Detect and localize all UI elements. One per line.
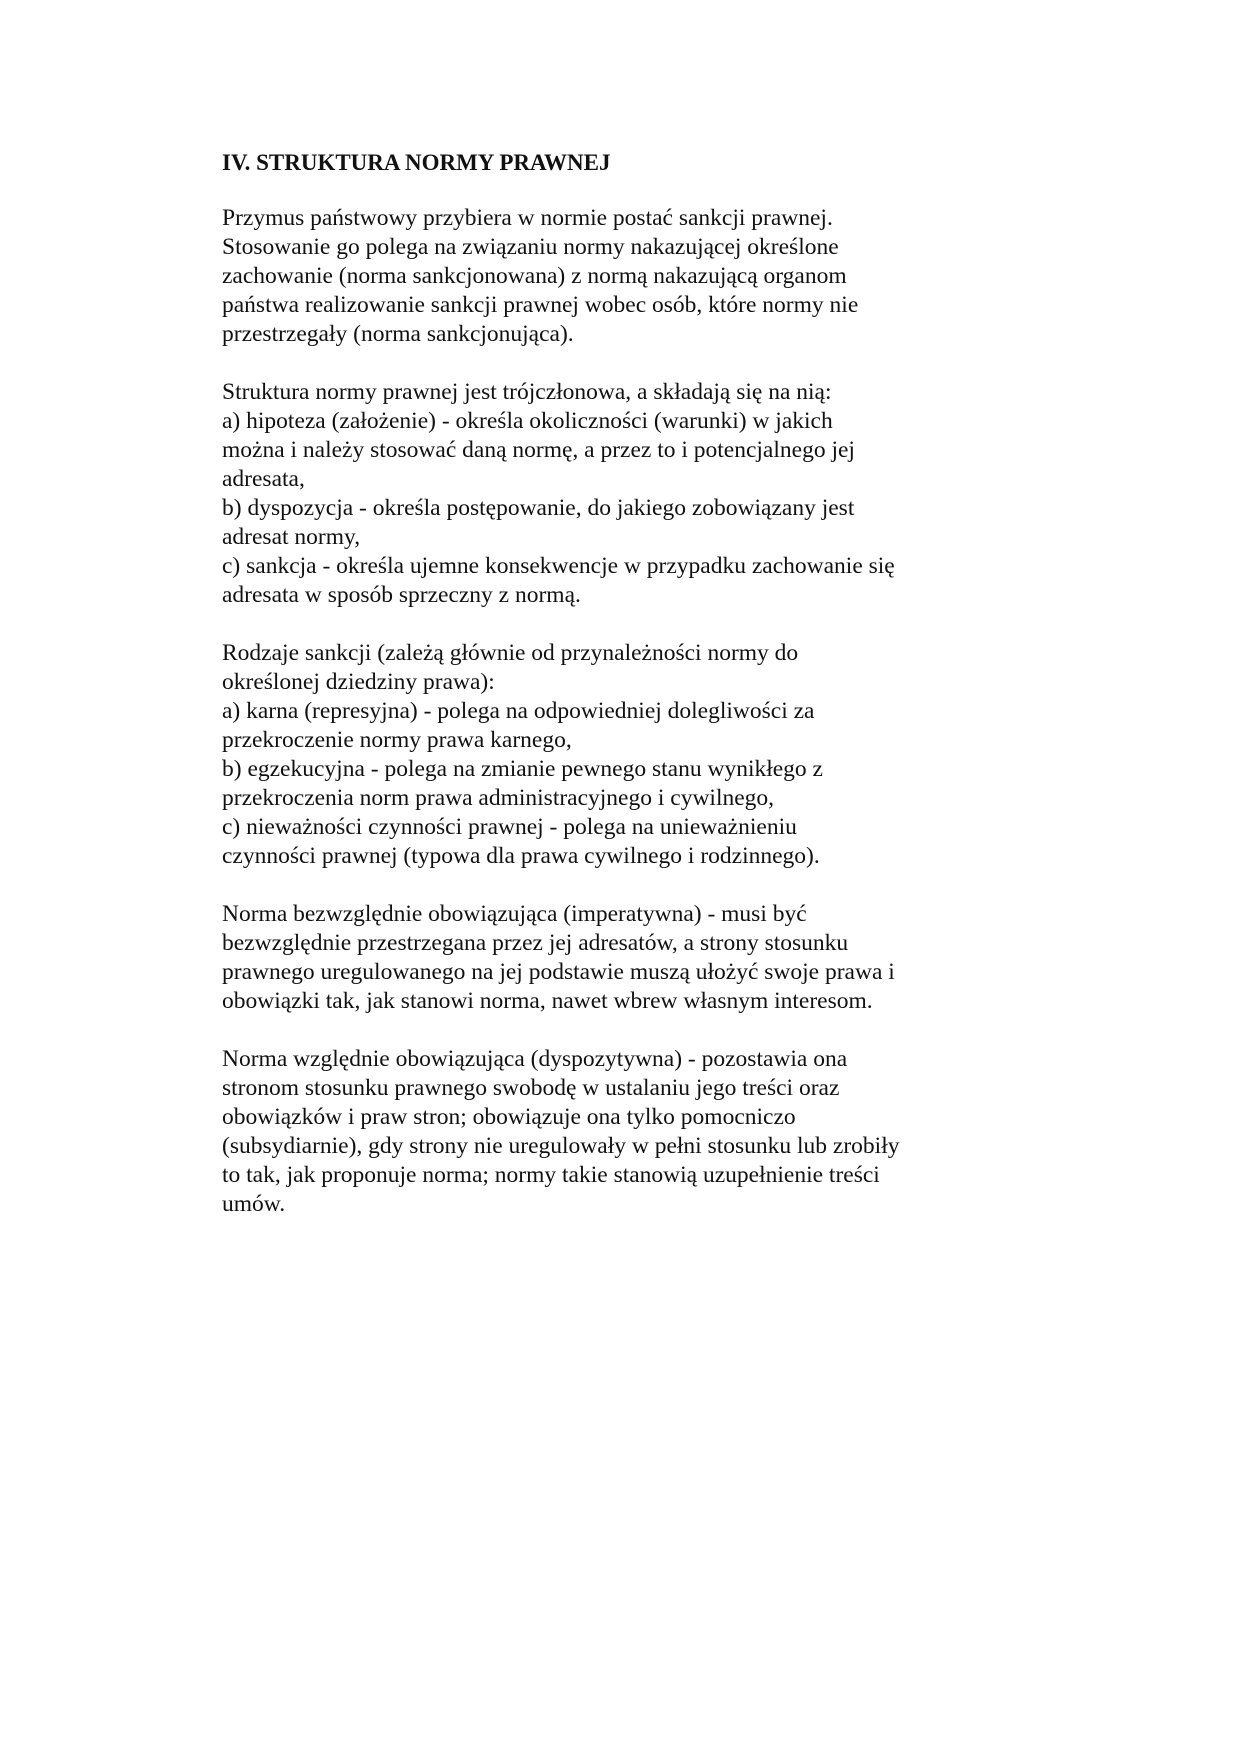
text-line: Stosowanie go polega na związaniu normy nakazującej określone xyxy=(222,234,839,260)
document-body xyxy=(222,148,962,1248)
text-line: umów. xyxy=(222,1191,286,1217)
text-line: można i należy stosować daną normę, a przez to i potencjalnego jej xyxy=(222,437,855,463)
text-line: Norma bezwzględnie obowiązująca (imperatywna) - musi być xyxy=(222,901,807,927)
text-line: obowiązków i praw stron; obowiązuje ona tylko pomocniczo xyxy=(222,1104,796,1130)
text-line: adresat normy, xyxy=(222,524,361,550)
text-line: b) egzekucyjna - polega na zmianie pewnego stanu wynikłego z xyxy=(222,756,823,782)
text-line: obowiązki tak, jak stanowi norma, nawet wbrew własnym interesom. xyxy=(222,988,873,1014)
text-line: a) hipoteza (założenie) - określa okoliczności (warunki) w jakich xyxy=(222,408,833,434)
text-line: Norma względnie obowiązująca (dyspozytywna) - pozostawia ona xyxy=(222,1046,848,1072)
text-line: (subsydiarnie), gdy strony nie uregulowały w pełni stosunku lub zrobiły xyxy=(222,1133,900,1159)
text-line: określonej dziedziny prawa): xyxy=(222,669,495,695)
text-line: adresata w sposób sprzeczny z normą. xyxy=(222,582,581,608)
text-line: to tak, jak proponuje norma; normy takie stanowią uzupełnienie treści xyxy=(222,1162,880,1188)
text-line: przekroczenia norm prawa administracyjnego i cywilnego, xyxy=(222,785,775,811)
text-line: a) karna (represyjna) - polega na odpowiedniej dolegliwości za xyxy=(222,698,815,724)
text-line: państwa realizowanie sankcji prawnej wobec osób, które normy nie xyxy=(222,292,859,318)
text-line: czynności prawnej (typowa dla prawa cywilnego i rodzinnego). xyxy=(222,843,820,869)
text-line: c) nieważności czynności prawnej - polega na unieważnieniu xyxy=(222,814,797,840)
text-line: Rodzaje sankcji (zależą głównie od przynależności normy do xyxy=(222,640,799,666)
text-line: zachowanie (norma sankcjonowana) z normą nakazującą organom xyxy=(222,263,847,289)
paragraph-norm-structure xyxy=(222,378,962,610)
text-line: przestrzegały (norma sankcjonująca). xyxy=(222,321,574,347)
paragraph-dispositive-norm xyxy=(222,1045,962,1219)
text-line: adresata, xyxy=(222,466,305,492)
document-title: IV. STRUKTURA NORMY PRAWNEJ xyxy=(222,150,611,175)
text-line: prawnego uregulowanego na jej podstawie muszą ułożyć swoje prawa i xyxy=(222,959,895,985)
text-line: b) dyspozycja - określa postępowanie, do jakiego zobowiązany jest xyxy=(222,495,855,521)
paragraph-imperative-norm xyxy=(222,900,962,1016)
text-line: bezwzględnie przestrzegana przez jej adresatów, a strony stosunku xyxy=(222,930,849,956)
text-line: stronom stosunku prawnego swobodę w ustalaniu jego treści oraz xyxy=(222,1075,840,1101)
paragraph-sanction-types xyxy=(222,639,962,871)
paragraph-sanctions-intro xyxy=(222,204,962,349)
text-line: Przymus państwowy przybiera w normie postać sankcji prawnej. xyxy=(222,205,833,231)
text-line: Struktura normy prawnej jest trójczłonowa, a składają się na nią: xyxy=(222,379,832,405)
text-line: przekroczenie normy prawa karnego, xyxy=(222,727,572,753)
text-line: c) sankcja - określa ujemne konsekwencje w przypadku zachowanie się xyxy=(222,553,895,579)
